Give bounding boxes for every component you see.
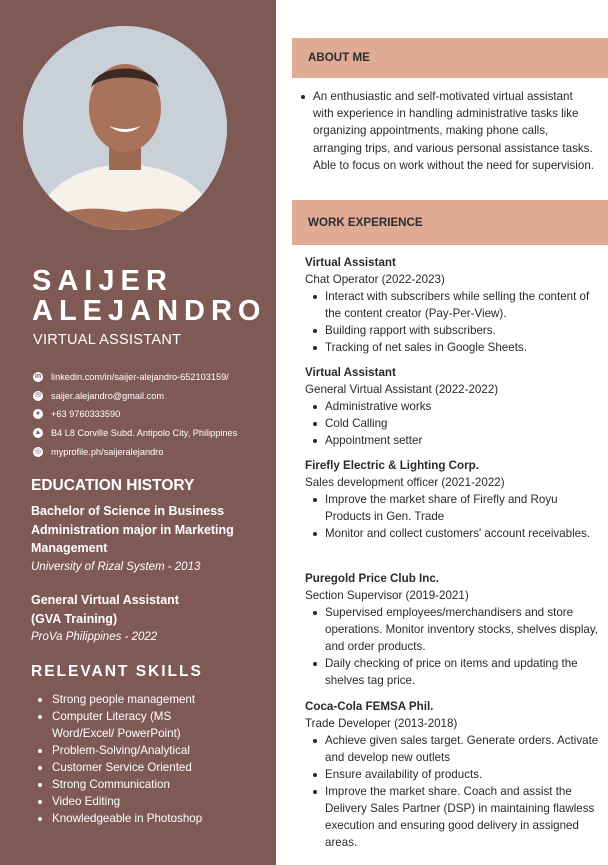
contact-text: saijer.alejandro@gmail.com	[51, 390, 164, 401]
job-bullet: Monitor and collect customers' account receivables.	[310, 525, 600, 542]
profile-photo	[23, 26, 227, 230]
job-role: Trade Developer (2013-2018)	[305, 717, 458, 730]
job-bullet: Tracking of net sales in Google Sheets.	[310, 339, 600, 356]
experience-band	[292, 200, 608, 245]
web-icon: ◎	[34, 447, 42, 455]
contact-text: +63 9760333590	[51, 409, 121, 420]
skill-item: Knowledgeable in Photoshop	[37, 810, 252, 827]
job-bullets	[305, 491, 600, 542]
person-illustration	[23, 26, 227, 230]
job-bullet: Interact with subscribers while selling the content of the content creator (Pay-Per-View).	[310, 288, 600, 322]
contact-text: B4 L8 Corville Subd. Antipolo City, Philippines	[51, 428, 238, 439]
skills-heading: RELEVANT SKILLS	[31, 663, 203, 680]
about-heading: ABOUT ME	[308, 51, 370, 64]
phone-icon: ●	[33, 409, 43, 419]
job-entry	[305, 364, 600, 449]
job-role: Section Supervisor (2019-2021)	[305, 589, 469, 602]
skill-item: Computer Literacy (MS Word/Excel/ PowerPoint)	[37, 708, 207, 742]
job-bullet: Ensure availability of products.	[310, 766, 600, 783]
job-role: Sales development officer (2021-2022)	[305, 476, 505, 489]
last-name: ALEJANDRO	[32, 295, 267, 327]
email-icon: ✉	[33, 391, 43, 401]
education-degree: Bachelor of Science in Business Administration major in Marketing Management	[31, 504, 234, 555]
contact-linkedin[interactable]	[33, 368, 237, 387]
job-bullet: Improve the market share of Firefly and Royu Products in Gen. Trade	[310, 491, 600, 525]
contact-phone	[33, 405, 237, 424]
job-entry	[305, 254, 600, 356]
job-bullet: Achieve given sales target. Generate orders. Activate and develop new outlets	[310, 732, 600, 766]
about-paragraph: An enthusiastic and self-motivated virtual assistant with experience in handling administrative tasks like organizing appointments, making phone calls, arranging trips, and various personal assistance tasks. Able to focus on work without the need for supervision.	[298, 88, 596, 174]
job-company: Virtual Assistant	[305, 366, 396, 379]
job-bullet: Supervised employees/merchandisers and store operations. Monitor inventory stocks, shelves display, and order products.	[310, 604, 600, 655]
full-name	[32, 266, 266, 326]
job-bullets	[305, 604, 600, 689]
location-icon: ▲	[34, 429, 42, 437]
about-band	[292, 38, 608, 78]
about-text	[298, 88, 596, 174]
education-heading: EDUCATION HISTORY	[31, 477, 195, 494]
skills-list	[37, 691, 252, 827]
first-name: SAIJER	[32, 265, 173, 297]
job-role: General Virtual Assistant (2022-2022)	[305, 383, 499, 396]
job-company: Coca-Cola FEMSA Phil.	[305, 700, 434, 713]
main-content	[276, 0, 608, 865]
education-school: University of Rizal System - 2013	[31, 560, 201, 573]
education-item	[31, 591, 256, 646]
experience-heading: WORK EXPERIENCE	[308, 216, 423, 229]
contact-text: myprofile.ph/saijeralejandro	[51, 446, 164, 457]
job-title: VIRTUAL ASSISTANT	[33, 332, 182, 348]
linkedin-icon: in	[34, 373, 42, 381]
job-bullet: Daily checking of price on items and updating the shelves tag price.	[310, 655, 600, 689]
job-bullets	[305, 288, 600, 356]
education-degree: General Virtual Assistant (GVA Training)	[31, 593, 179, 626]
skill-item: Strong people management	[37, 691, 252, 708]
skill-item: Video Editing	[37, 793, 252, 810]
job-bullets	[305, 398, 600, 449]
contact-website[interactable]	[33, 442, 237, 461]
sidebar	[0, 0, 276, 865]
job-entry	[305, 570, 600, 689]
job-company: Firefly Electric & Lighting Corp.	[305, 459, 479, 472]
contact-text: linkedin.com/in/saijer-alejandro-652103159/	[51, 372, 229, 383]
job-company: Puregold Price Club Inc.	[305, 572, 439, 585]
job-entry	[305, 698, 600, 851]
job-entry	[305, 457, 600, 542]
job-bullet: Improve the market share. Coach and assist the Delivery Sales Partner (DSP) in maintaining flawless execution and ensuring good delivery in assigned areas.	[310, 783, 600, 851]
contact-address	[33, 424, 237, 443]
skill-item: Strong Communication	[37, 776, 252, 793]
skill-item: Customer Service Oriented	[37, 759, 252, 776]
job-bullet: Building rapport with subscribers.	[310, 322, 600, 339]
skill-item: Problem-Solving/Analytical	[37, 742, 252, 759]
job-bullet: Administrative works	[310, 398, 600, 415]
education-school: ProVa Philippines - 2022	[31, 631, 158, 643]
contact-list	[33, 368, 237, 461]
job-bullet: Appointment setter	[310, 432, 600, 449]
job-bullet: Cold Calling	[310, 415, 600, 432]
contact-email[interactable]	[33, 387, 237, 406]
job-role: Chat Operator (2022-2023)	[305, 273, 445, 286]
job-bullets	[305, 732, 600, 851]
job-company: Virtual Assistant	[305, 256, 396, 269]
education-item	[31, 502, 256, 576]
